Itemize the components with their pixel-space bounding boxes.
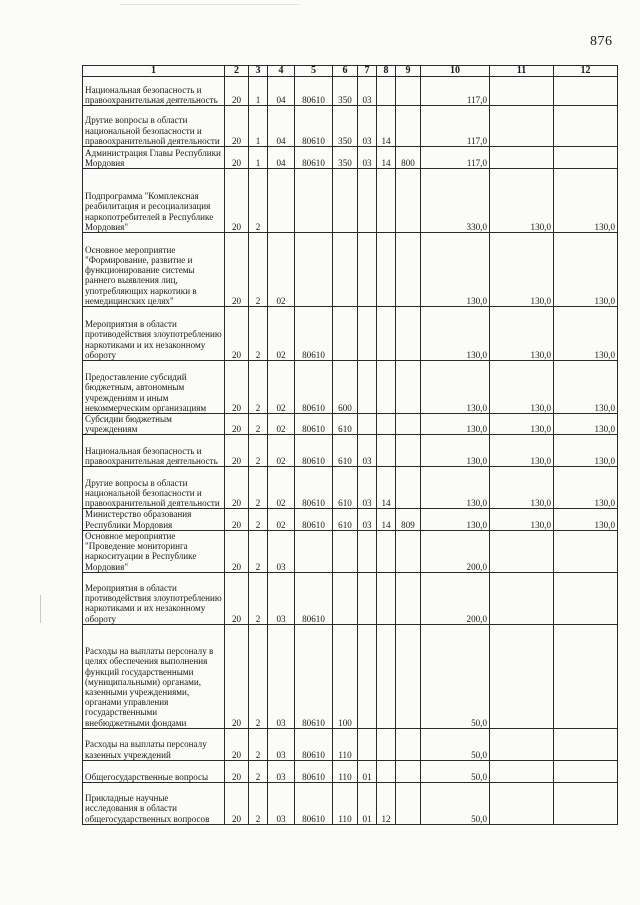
budget-table [82, 65, 618, 825]
cell-col-12: 130,0 [554, 307, 618, 361]
cell-col-6: 110 [333, 728, 358, 760]
cell-col-10: 130,0 [421, 307, 490, 361]
table-row [83, 77, 618, 106]
cell-col-4: 02 [268, 361, 295, 414]
cell-col-9 [396, 106, 421, 147]
cell-col-11 [490, 530, 554, 572]
cell-col-5: 80610 [295, 147, 333, 169]
table-row [83, 467, 618, 509]
cell-col-7 [358, 414, 377, 435]
cell-col-2: 20 [225, 728, 249, 760]
cell-col-12 [554, 728, 618, 760]
cell-col-7: 03 [358, 147, 377, 169]
cell-col-9 [396, 361, 421, 414]
table-row [83, 530, 618, 572]
cell-col-2: 20 [225, 435, 249, 467]
cell-col-10: 130,0 [421, 509, 490, 530]
cell-col-8 [377, 307, 396, 361]
cell-col-10: 200,0 [421, 530, 490, 572]
cell-col-2: 20 [225, 624, 249, 728]
cell-col-4: 02 [268, 435, 295, 467]
cell-col-7 [358, 307, 377, 361]
cell-col-9 [396, 77, 421, 106]
cell-col-11: 130,0 [490, 169, 554, 233]
cell-col-9: 809 [396, 509, 421, 530]
column-header-5: 5 [295, 66, 333, 77]
cell-col-2: 20 [225, 77, 249, 106]
cell-col-8: 14 [377, 509, 396, 530]
cell-col-6 [333, 233, 358, 307]
cell-col-9 [396, 572, 421, 624]
cell-col-3: 2 [249, 414, 268, 435]
cell-col-3: 2 [249, 530, 268, 572]
cell-col-11 [490, 572, 554, 624]
cell-col-9 [396, 530, 421, 572]
cell-col-3: 2 [249, 509, 268, 530]
cell-col-10: 130,0 [421, 233, 490, 307]
cell-col-10: 330,0 [421, 169, 490, 233]
cell-col-7: 01 [358, 782, 377, 824]
cell-col-9 [396, 307, 421, 361]
cell-col-2: 20 [225, 361, 249, 414]
table-header-row [83, 66, 618, 77]
cell-col-4: 02 [268, 307, 295, 361]
cell-col-6: 350 [333, 147, 358, 169]
cell-col-3: 2 [249, 624, 268, 728]
cell-col-12 [554, 782, 618, 824]
cell-col-12: 130,0 [554, 233, 618, 307]
table-row [83, 624, 618, 728]
cell-col-2: 20 [225, 572, 249, 624]
table-row [83, 414, 618, 435]
cell-col-6: 610 [333, 414, 358, 435]
cell-col-5: 80610 [295, 435, 333, 467]
cell-col-7 [358, 624, 377, 728]
column-header-8: 8 [377, 66, 396, 77]
cell-col-5: 80610 [295, 307, 333, 361]
cell-col-8 [377, 760, 396, 782]
cell-col-11 [490, 147, 554, 169]
scan-artifact [40, 595, 41, 623]
cell-col-2: 20 [225, 169, 249, 233]
cell-col-5: 80610 [295, 106, 333, 147]
cell-col-2: 20 [225, 530, 249, 572]
cell-col-2: 20 [225, 509, 249, 530]
page-number: 876 [590, 34, 613, 49]
cell-col-5 [295, 169, 333, 233]
cell-col-9 [396, 414, 421, 435]
cell-col-11 [490, 624, 554, 728]
cell-col-3: 2 [249, 467, 268, 509]
table-row [83, 147, 618, 169]
cell-col-6 [333, 530, 358, 572]
cell-col-4: 02 [268, 467, 295, 509]
cell-col-5: 80610 [295, 728, 333, 760]
cell-col-8: 14 [377, 106, 396, 147]
cell-col-3: 2 [249, 307, 268, 361]
table-row [83, 782, 618, 824]
column-header-4: 4 [268, 66, 295, 77]
cell-col-6 [333, 572, 358, 624]
row-name-cell: Расходы на выплаты персоналу казенных учреждений [83, 728, 225, 760]
cell-col-7 [358, 233, 377, 307]
cell-col-3: 1 [249, 106, 268, 147]
cell-col-6 [333, 169, 358, 233]
cell-col-5: 80610 [295, 782, 333, 824]
cell-col-5 [295, 530, 333, 572]
row-name-cell: Общегосударственные вопросы [83, 760, 225, 782]
cell-col-10: 117,0 [421, 77, 490, 106]
cell-col-12 [554, 624, 618, 728]
cell-col-4: 02 [268, 233, 295, 307]
column-header-9: 9 [396, 66, 421, 77]
cell-col-12 [554, 77, 618, 106]
cell-col-8 [377, 624, 396, 728]
cell-col-5: 80610 [295, 77, 333, 106]
cell-col-11: 130,0 [490, 233, 554, 307]
row-name-cell: Национальная безопасность и правоохранительная деятельность [83, 77, 225, 106]
cell-col-8: 14 [377, 467, 396, 509]
cell-col-5: 80610 [295, 760, 333, 782]
cell-col-8 [377, 414, 396, 435]
cell-col-11: 130,0 [490, 509, 554, 530]
cell-col-8: 12 [377, 782, 396, 824]
table-row [83, 728, 618, 760]
cell-col-6: 610 [333, 509, 358, 530]
cell-col-7 [358, 530, 377, 572]
cell-col-12 [554, 572, 618, 624]
table-row [83, 307, 618, 361]
column-header-7: 7 [358, 66, 377, 77]
cell-col-12: 130,0 [554, 414, 618, 435]
cell-col-10: 50,0 [421, 782, 490, 824]
cell-col-12 [554, 530, 618, 572]
cell-col-6: 610 [333, 467, 358, 509]
cell-col-9 [396, 624, 421, 728]
cell-col-7: 01 [358, 760, 377, 782]
table-row [83, 169, 618, 233]
cell-col-5: 80610 [295, 572, 333, 624]
cell-col-12 [554, 760, 618, 782]
row-name-cell: Основное мероприятие "Проведение мониторинга наркоситуации в Республике Мордовия" [83, 530, 225, 572]
cell-col-9 [396, 760, 421, 782]
cell-col-7: 03 [358, 467, 377, 509]
cell-col-3: 2 [249, 728, 268, 760]
cell-col-7 [358, 572, 377, 624]
row-name-cell: Другие вопросы в области национальной безопасности и правоохранительной деятельности [83, 467, 225, 509]
cell-col-10: 117,0 [421, 147, 490, 169]
cell-col-8 [377, 728, 396, 760]
cell-col-6: 110 [333, 760, 358, 782]
cell-col-5: 80610 [295, 624, 333, 728]
cell-col-2: 20 [225, 467, 249, 509]
cell-col-6: 110 [333, 782, 358, 824]
cell-col-3: 2 [249, 760, 268, 782]
table-row [83, 106, 618, 147]
cell-col-8 [377, 77, 396, 106]
cell-col-2: 20 [225, 760, 249, 782]
row-name-cell: Министерство образования Республики Мордовия [83, 509, 225, 530]
cell-col-5: 80610 [295, 467, 333, 509]
row-name-cell: Субсидии бюджетным учреждениям [83, 414, 225, 435]
cell-col-7 [358, 361, 377, 414]
column-header-1: 1 [83, 66, 225, 77]
cell-col-5: 80610 [295, 361, 333, 414]
row-name-cell: Администрация Главы Республики Мордовия [83, 147, 225, 169]
cell-col-4: 03 [268, 728, 295, 760]
cell-col-2: 20 [225, 414, 249, 435]
cell-col-10: 130,0 [421, 414, 490, 435]
cell-col-3: 2 [249, 169, 268, 233]
cell-col-10: 130,0 [421, 361, 490, 414]
cell-col-6: 600 [333, 361, 358, 414]
column-header-6: 6 [333, 66, 358, 77]
row-name-cell: Другие вопросы в области национальной безопасности и правоохранительной деятельности [83, 106, 225, 147]
cell-col-4: 04 [268, 106, 295, 147]
cell-col-10: 117,0 [421, 106, 490, 147]
cell-col-3: 2 [249, 572, 268, 624]
cell-col-9 [396, 233, 421, 307]
cell-col-9: 800 [396, 147, 421, 169]
cell-col-5: 80610 [295, 414, 333, 435]
cell-col-4: 04 [268, 147, 295, 169]
cell-col-11 [490, 106, 554, 147]
cell-col-11: 130,0 [490, 307, 554, 361]
row-name-cell: Основное мероприятие "Формирование, развитие и функционирование системы раннего выявления лиц, употребляющих наркотики в немедицинских целях" [83, 233, 225, 307]
cell-col-7 [358, 728, 377, 760]
row-name-cell: Расходы на выплаты персоналу в целях обеспечения выполнения функций государственными (муниципальными) органами, казенными учреждениями, органами управления государственными внебюджетными фондами [83, 624, 225, 728]
cell-col-4: 04 [268, 77, 295, 106]
cell-col-4: 02 [268, 509, 295, 530]
table-row [83, 509, 618, 530]
cell-col-2: 20 [225, 233, 249, 307]
cell-col-8 [377, 361, 396, 414]
cell-col-11: 130,0 [490, 361, 554, 414]
cell-col-4 [268, 169, 295, 233]
cell-col-2: 20 [225, 147, 249, 169]
row-name-cell: Предоставление субсидий бюджетным, автономным учреждениям и иным некоммерческим организациям [83, 361, 225, 414]
cell-col-11: 130,0 [490, 435, 554, 467]
cell-col-4: 02 [268, 414, 295, 435]
cell-col-11 [490, 782, 554, 824]
cell-col-4: 03 [268, 760, 295, 782]
table-row [83, 435, 618, 467]
cell-col-6: 350 [333, 77, 358, 106]
table-row [83, 233, 618, 307]
cell-col-8 [377, 530, 396, 572]
cell-col-6: 100 [333, 624, 358, 728]
cell-col-9 [396, 435, 421, 467]
cell-col-12 [554, 147, 618, 169]
cell-col-12: 130,0 [554, 361, 618, 414]
cell-col-3: 2 [249, 435, 268, 467]
column-header-10: 10 [421, 66, 490, 77]
cell-col-9 [396, 782, 421, 824]
cell-col-12: 130,0 [554, 435, 618, 467]
cell-col-8 [377, 233, 396, 307]
row-name-cell: Мероприятия в области противодействия злоупотреблению наркотиками и их незаконному обороту [83, 307, 225, 361]
cell-col-9 [396, 728, 421, 760]
cell-col-7: 03 [358, 435, 377, 467]
cell-col-4: 03 [268, 624, 295, 728]
cell-col-3: 2 [249, 361, 268, 414]
cell-col-6: 350 [333, 106, 358, 147]
cell-col-6 [333, 307, 358, 361]
cell-col-12 [554, 106, 618, 147]
cell-col-2: 20 [225, 106, 249, 147]
cell-col-12: 130,0 [554, 169, 618, 233]
row-name-cell: Прикладные научные исследования в области общегосударственных вопросов [83, 782, 225, 824]
column-header-2: 2 [225, 66, 249, 77]
cell-col-3: 2 [249, 233, 268, 307]
cell-col-12: 130,0 [554, 467, 618, 509]
cell-col-10: 130,0 [421, 435, 490, 467]
table-row [83, 361, 618, 414]
row-name-cell: Мероприятия в области противодействия злоупотреблению наркотиками и их незаконному обороту [83, 572, 225, 624]
cell-col-4: 03 [268, 530, 295, 572]
cell-col-2: 20 [225, 307, 249, 361]
cell-col-11 [490, 760, 554, 782]
cell-col-11 [490, 728, 554, 760]
cell-col-5: 80610 [295, 509, 333, 530]
cell-col-4: 03 [268, 572, 295, 624]
table-row [83, 572, 618, 624]
cell-col-8 [377, 572, 396, 624]
row-name-cell: Подпрограмма "Комплексная реабилитация и ресоциализация наркопотребителей в Республике Мордовия" [83, 169, 225, 233]
cell-col-3: 1 [249, 77, 268, 106]
cell-col-11 [490, 77, 554, 106]
cell-col-7: 03 [358, 77, 377, 106]
row-name-cell: Национальная безопасность и правоохранительная деятельность [83, 435, 225, 467]
cell-col-10: 130,0 [421, 467, 490, 509]
cell-col-11: 130,0 [490, 467, 554, 509]
cell-col-10: 200,0 [421, 572, 490, 624]
cell-col-3: 2 [249, 782, 268, 824]
table-body [83, 77, 618, 825]
cell-col-9 [396, 467, 421, 509]
scan-artifact [120, 4, 300, 5]
cell-col-7: 03 [358, 509, 377, 530]
cell-col-6: 610 [333, 435, 358, 467]
cell-col-4: 03 [268, 782, 295, 824]
cell-col-10: 50,0 [421, 728, 490, 760]
cell-col-8 [377, 435, 396, 467]
cell-col-11: 130,0 [490, 414, 554, 435]
cell-col-2: 20 [225, 782, 249, 824]
cell-col-12: 130,0 [554, 509, 618, 530]
cell-col-3: 1 [249, 147, 268, 169]
cell-col-8: 14 [377, 147, 396, 169]
column-header-11: 11 [490, 66, 554, 77]
cell-col-8 [377, 169, 396, 233]
cell-col-9 [396, 169, 421, 233]
cell-col-10: 50,0 [421, 624, 490, 728]
cell-col-7 [358, 169, 377, 233]
cell-col-10: 50,0 [421, 760, 490, 782]
column-header-12: 12 [554, 66, 618, 77]
cell-col-5 [295, 233, 333, 307]
column-header-3: 3 [249, 66, 268, 77]
table-row [83, 760, 618, 782]
cell-col-7: 03 [358, 106, 377, 147]
